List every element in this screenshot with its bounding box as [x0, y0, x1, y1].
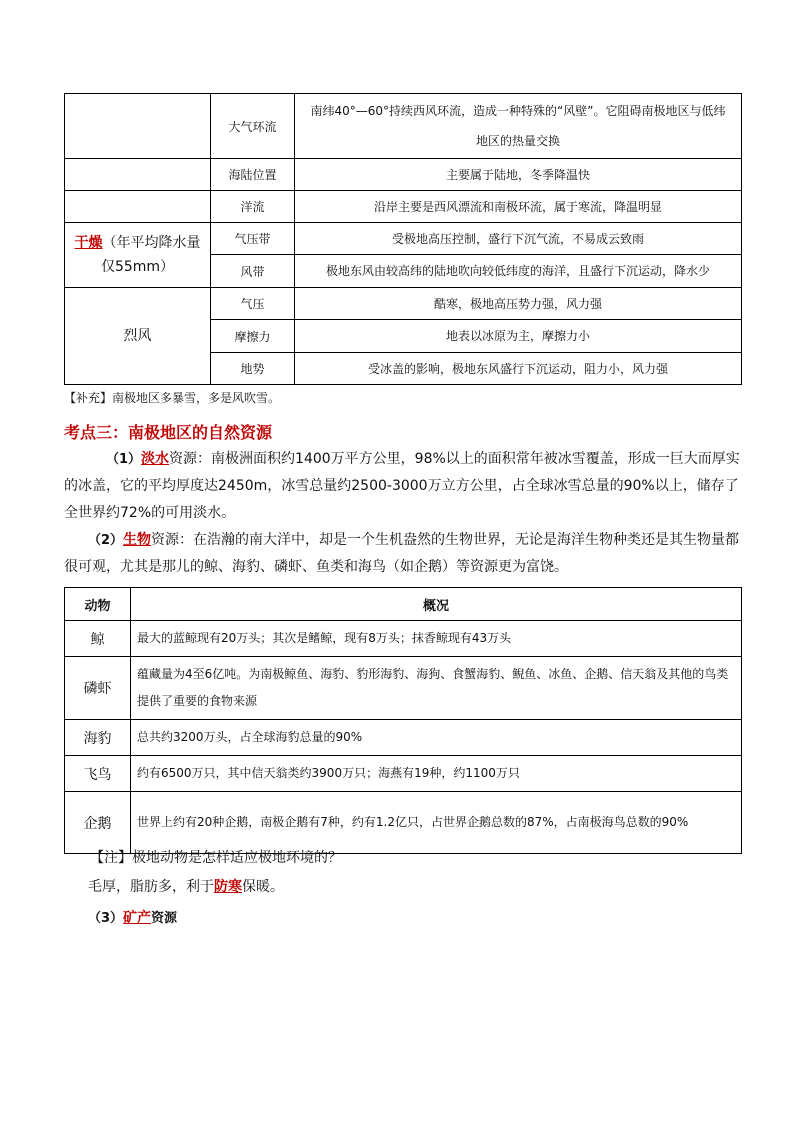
- desc-cell: 极地东风由较高纬的陆地吹向较低纬度的海洋，且盛行下沉运动，降水少: [295, 255, 742, 288]
- animal-cell: 飞鸟: [65, 756, 131, 792]
- continued-cell: [65, 94, 211, 159]
- item-number: （1）: [106, 452, 142, 467]
- dry-cell: [65, 223, 211, 288]
- animals-table: [64, 587, 742, 854]
- keyword-cold: 防寒: [214, 879, 242, 895]
- section-title: 考点三：南极地区的自然资源: [64, 423, 273, 442]
- desc-cell: 主要属于陆地，冬季降温快: [295, 159, 742, 191]
- factor-cell: 风带: [211, 255, 295, 288]
- factor-cell: 海陆位置: [211, 159, 295, 191]
- paragraph-text: 资源: [151, 911, 178, 926]
- dry-keyword: 干燥: [74, 235, 103, 251]
- animal-cell: 鲸: [65, 621, 131, 657]
- factor-cell: 气压带: [211, 223, 295, 255]
- desc-cell: 南纬40°—60°持续西风环流，造成一种特殊的“风壁”。它阻碍南极地区与低纬地区的热量交换: [295, 94, 742, 159]
- factor-cell: 摩擦力: [211, 320, 295, 353]
- climate-factors-table: [64, 93, 742, 385]
- keyword-freshwater: 淡水: [141, 451, 170, 467]
- keyword-biology: 生物: [123, 532, 152, 548]
- wind-cell: 烈风: [65, 288, 211, 385]
- animal-cell: 企鹅: [65, 792, 131, 854]
- dry-detail: （年平均降水量仅55mm）: [100, 235, 201, 275]
- item-number: （3）: [88, 911, 124, 926]
- info-cell: 世界上约有20种企鹅，南极企鹅有7种，约有1.2亿只，占世界企鹅总数的87%，占南极海鸟总数的90%: [131, 792, 742, 854]
- factor-cell: 地势: [211, 353, 295, 385]
- note-answer: [88, 874, 284, 901]
- header-overview: 概况: [131, 588, 742, 621]
- desc-cell: 受极地高压控制，盛行下沉气流，不易成云致雨: [295, 223, 742, 255]
- animal-cell: 海豹: [65, 720, 131, 756]
- item-number: （2）: [88, 533, 124, 548]
- animal-cell: 磷虾: [65, 657, 131, 720]
- continued-cell: [65, 191, 211, 223]
- answer-text: 保暖。: [242, 879, 284, 895]
- paragraph-freshwater: [64, 446, 742, 527]
- continued-cell: [65, 159, 211, 191]
- supplement-note: 【补充】南极地区多暴雪，多是风吹雪。: [64, 391, 281, 405]
- desc-cell: 沿岸主要是西风漂流和南极环流，属于寒流，降温明显: [295, 191, 742, 223]
- paragraph-text: 资源：在浩瀚的南大洋中，却是一个生机盎然的生物世界，无论是海洋生物种类还是其生物量都很可观，尤其是那儿的鲸、海豹、磷虾、鱼类和海鸟（如企鹅）等资源更为富饶。: [64, 532, 740, 575]
- note-question: 【注】极地动物是怎样适应极地环境的？: [90, 850, 342, 866]
- factor-cell: 大气环流: [211, 94, 295, 159]
- keyword-minerals: 矿产: [123, 910, 152, 926]
- answer-text: 毛厚，脂肪多，利于: [88, 879, 214, 895]
- info-cell: 最大的蓝鲸现有20万头；其次是鳍鲸，现有8万头；抹香鲸现有43万头: [131, 621, 742, 657]
- desc-cell: 受冰盖的影响，极地东风盛行下沉运动，阻力小，风力强: [295, 353, 742, 385]
- info-cell: 蕴藏量为4至6亿吨。为南极鲸鱼、海豹、豹形海豹、海狗、食蟹海豹、鲵鱼、冰鱼、企鹅、信天翁及其他的鸟类提供了重要的食物来源: [131, 657, 742, 720]
- factor-cell: 洋流: [211, 191, 295, 223]
- info-cell: 约有6500万只，其中信天翁类约3900万只；海燕有19种，约1100万只: [131, 756, 742, 792]
- paragraph-minerals: [88, 905, 177, 932]
- desc-cell: 地表以冰原为主，摩擦力小: [295, 320, 742, 353]
- paragraph-text: 资源：南极洲面积约1400万平方公里，98%以上的面积常年被冰雪覆盖，形成一巨大而厚实的冰盖，它的平均厚度达2450m，冰雪总量约2500-3000万立方公里，占全球冰雪总量的90%以上，储存了全世界约72%的可用淡水。: [64, 451, 740, 521]
- header-animal: 动物: [65, 588, 131, 621]
- desc-cell: 酷寒，极地高压势力强，风力强: [295, 288, 742, 320]
- paragraph-biology: [64, 527, 742, 581]
- factor-cell: 气压: [211, 288, 295, 320]
- info-cell: 总共约3200万头，占全球海豹总量的90%: [131, 720, 742, 756]
